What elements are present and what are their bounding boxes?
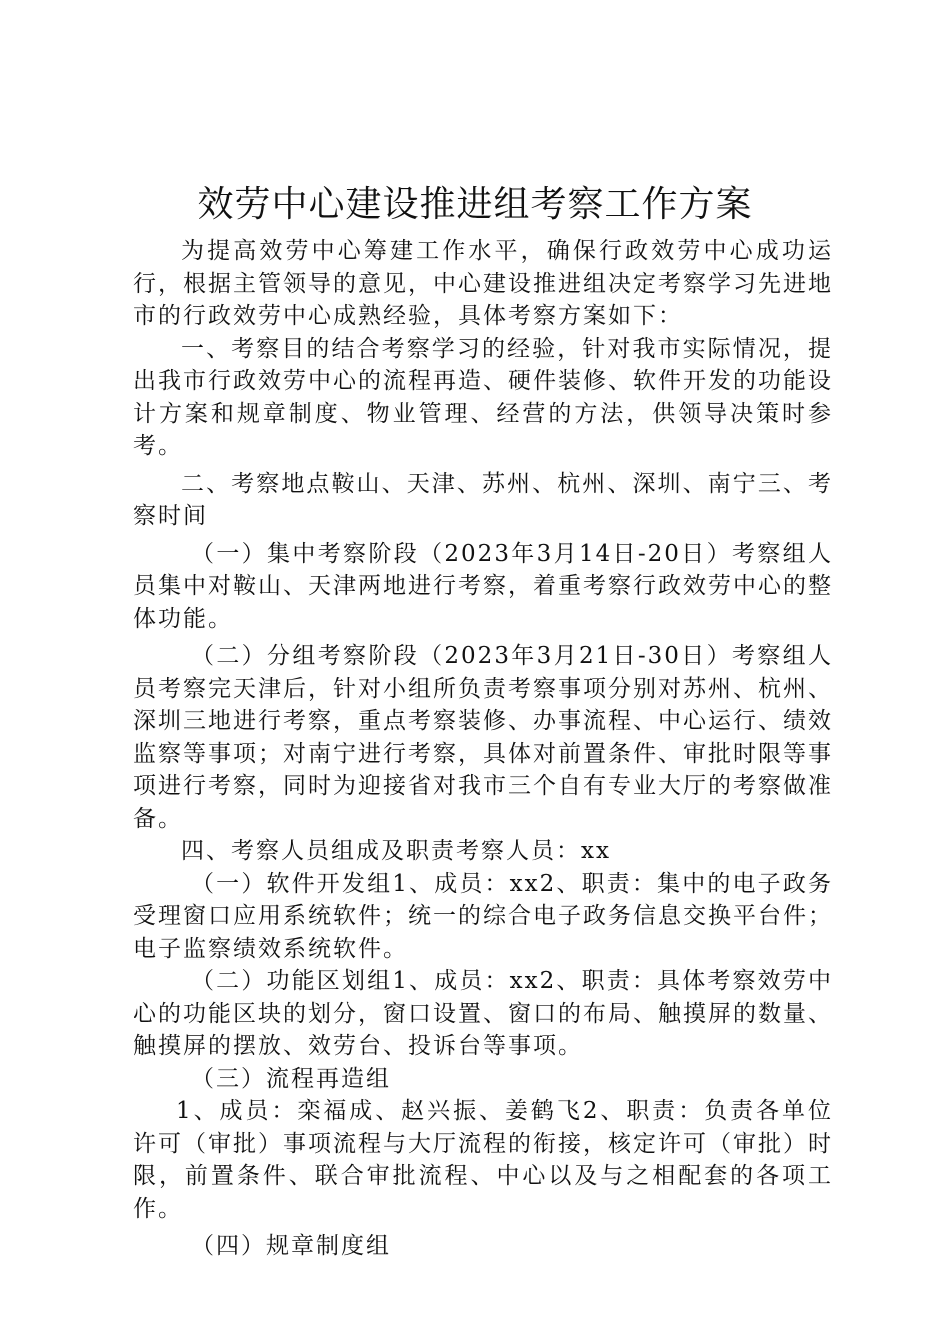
section-location-time: 二、考察地点鞍山、天津、苏州、杭州、深圳、南宁三、考察时间 xyxy=(133,470,833,529)
software-group-paragraph: （一）软件开发组1、成员：xx2、职责：集中的电子政务受理窗口应用系统软件；统一的综合电子政务信息交换平台件；电子监察绩效系统软件。 xyxy=(133,870,833,962)
process-group-heading: （三）流程再造组 xyxy=(191,1065,391,1092)
document-title: 效劳中心建设推进组考察工作方案 xyxy=(197,184,753,225)
rules-group-heading: （四）规章制度组 xyxy=(191,1233,391,1259)
section-personnel: 四、考察人员组成及职责考察人员：xx xyxy=(181,838,611,864)
document-body xyxy=(133,235,833,1263)
intro-paragraph: 为提高效劳中心筹建工作水平，确保行政效劳中心成功运行，根据主管领导的意见，中心建设推进组决定考察学习先进地市的行政效劳中心成熟经验，具体考察方案如下： xyxy=(133,238,833,329)
stage-two-paragraph: （二）分组考察阶段（2023年3月21日-30日）考察组人员考察完天津后，针对小组所负责考察事项分别对苏州、杭州、深圳三地进行考察，重点考察装修、办事流程、中心运行、绩效监察等事项；对南宁进行考察，具体对前置条件、审批时限等事项进行考察，同时为迎接省对我市三个自有专业大厅的考察做准备。 xyxy=(133,643,833,832)
stage-one-paragraph: （一）集中考察阶段（2023年3月14日-20日）考察组人员集中对鞍山、天津两地进行考察，着重考察行政效劳中心的整体功能。 xyxy=(133,540,833,632)
function-group-paragraph: （二）功能区划组1、成员：xx2、职责：具体考察效劳中心的功能区块的划分，窗口设置、窗口的布局、触摸屏的数量、触摸屏的摆放、效劳台、投诉台等事项。 xyxy=(133,968,833,1059)
process-group-paragraph: 1、成员：栾福成、赵兴振、姜鹤飞2、职责：负责各单位许可（审批）事项流程与大厅流程的衔接，核定许可（审批）时限，前置条件、联合审批流程、中心以及与之相配套的各项工作。 xyxy=(133,1098,833,1222)
section-purpose: 一、考察目的结合考察学习的经验，针对我市实际情况，提出我市行政效劳中心的流程再造、硬件装修、软件开发的功能设计方案和规章制度、物业管理、经营的方法，供领导决策时参考。 xyxy=(133,335,833,459)
